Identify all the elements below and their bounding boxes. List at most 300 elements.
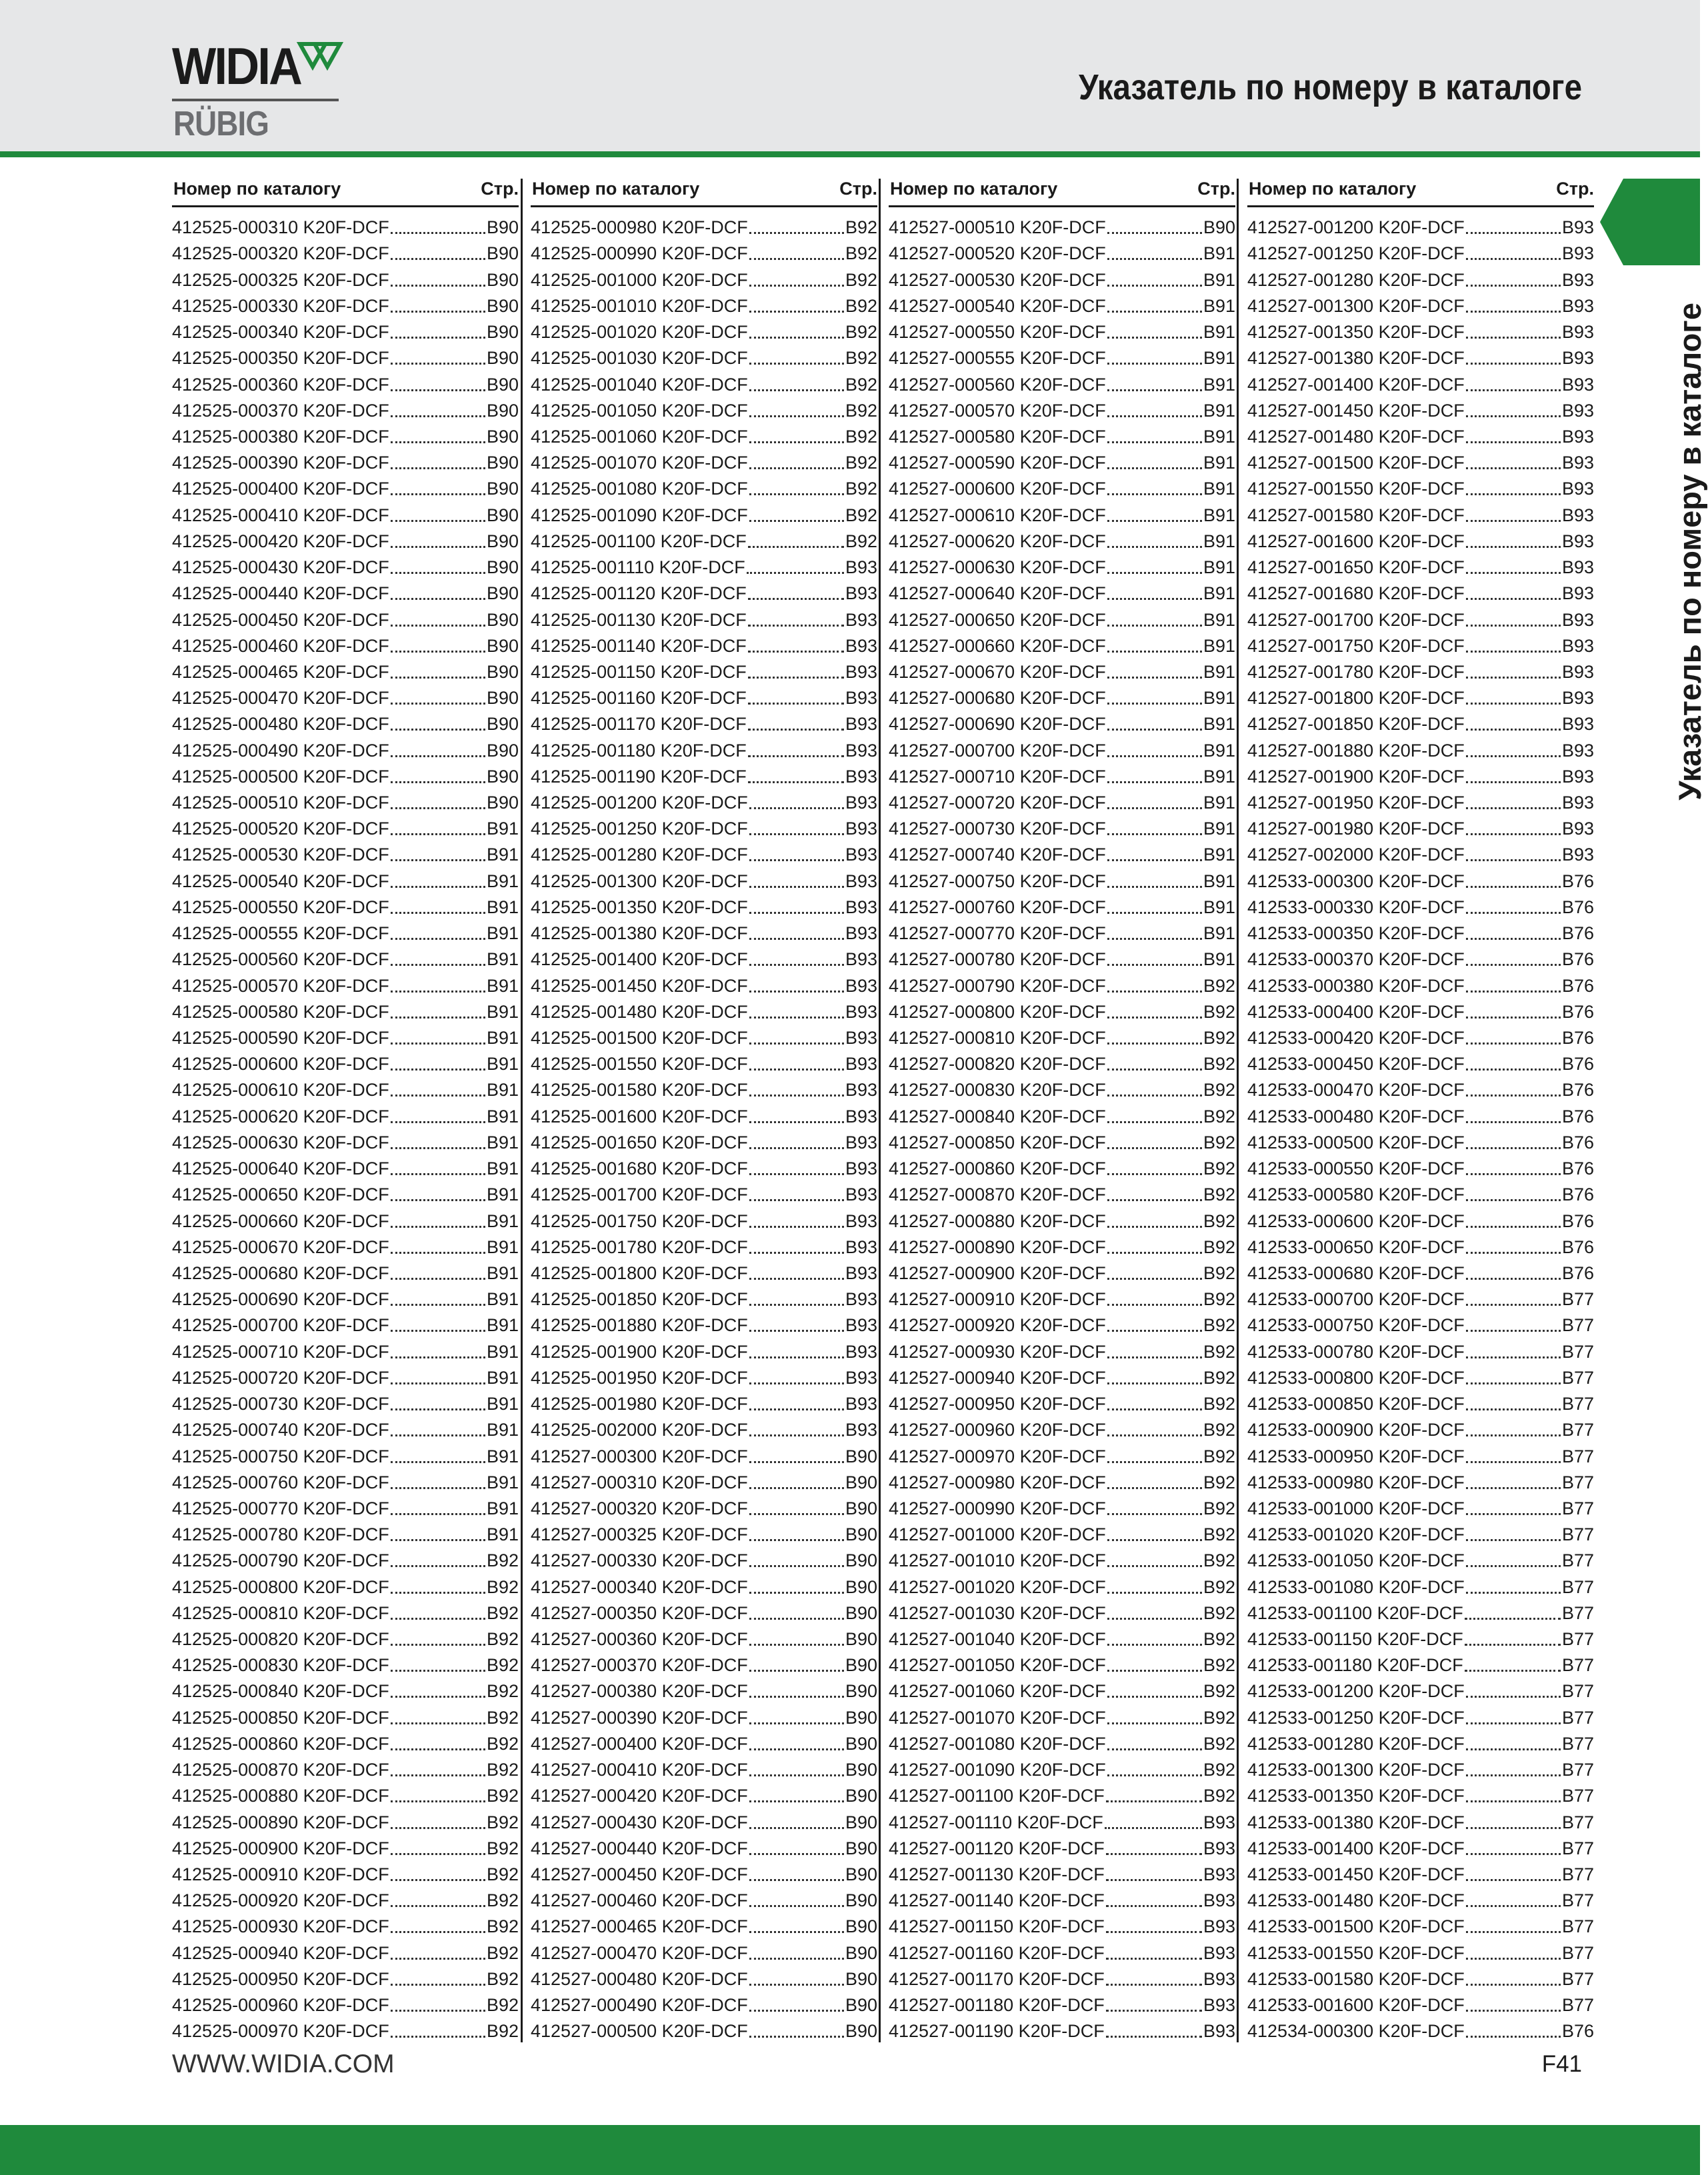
index-row [1247,449,1594,475]
catalog-number: 412534-000300 K20F-DCF [1247,2021,1465,2042]
page-reference: B92 [1203,1158,1235,1179]
page-reference: B92 [1203,1655,1235,1676]
index-row [889,736,1235,762]
catalog-number: 412533-000700 K20F-DCF [1247,1289,1465,1310]
dot-leader [1106,1879,1202,1881]
page-reference: B90 [486,505,519,525]
page-reference: B93 [845,583,877,604]
catalog-number: 412525-000590 K20F-DCF [172,1028,389,1048]
index-row [172,971,519,997]
dot-leader [1106,1800,1202,1802]
catalog-number: 412525-000370 K20F-DCF [172,400,389,421]
index-row [1247,292,1594,318]
index-row [1247,1651,1594,1677]
index-row [889,292,1235,318]
page-reference: B93 [845,1210,877,1231]
page-reference: B90 [486,479,519,499]
page-reference: B76 [1561,1132,1594,1152]
page-reference: B76 [1561,1236,1594,1257]
catalog-number: 412527-000690 K20F-DCF [889,714,1106,735]
catalog-number: 412525-000390 K20F-DCF [172,453,389,473]
index-row [1247,1416,1594,1442]
index-row [1247,1520,1594,1546]
catalog-number: 412527-001500 K20F-DCF [1247,453,1465,473]
index-row [531,1102,877,1128]
index-row [889,893,1235,919]
dot-leader [1107,1592,1202,1594]
index-row [531,1024,877,1050]
catalog-number: 412527-001480 K20F-DCF [1247,426,1465,447]
page-reference: B92 [1203,1550,1235,1571]
dot-leader [1465,1644,1561,1646]
index-row [531,1364,877,1390]
catalog-number: 412525-000550 K20F-DCF [172,897,389,917]
page-reference: B93 [1561,453,1594,473]
page-reference: B92 [486,1629,519,1650]
index-row [1247,579,1594,605]
index-row [172,815,519,841]
page-reference: B93 [845,714,877,735]
catalog-number: 412533-000900 K20F-DCF [1247,1420,1465,1440]
index-row [1247,1912,1594,1938]
index-row [172,423,519,449]
catalog-number: 412533-000420 K20F-DCF [1247,1028,1465,1048]
index-row [889,1834,1235,1860]
page-reference: B92 [1203,1080,1235,1100]
dot-leader [1107,1513,1202,1515]
catalog-number: 412527-000330 K20F-DCF [531,1550,748,1571]
catalog-number: 412527-001060 K20F-DCF [889,1681,1106,1702]
dot-leader [1466,1958,1561,1960]
index-row [889,1050,1235,1076]
dot-leader [1466,1696,1561,1698]
catalog-number: 412527-001550 K20F-DCF [1247,479,1465,499]
dot-leader [1466,755,1561,757]
index-row [172,789,519,815]
dot-leader [749,285,844,287]
page-reference: B93 [845,1367,877,1388]
page-reference: B92 [1203,1262,1235,1283]
page-reference: B91 [486,1524,519,1545]
catalog-number: 412525-000940 K20F-DCF [172,1942,389,1963]
index-row [889,763,1235,789]
index-row [172,1259,519,1285]
page-reference: B92 [1203,1132,1235,1152]
catalog-number: 412525-001280 K20F-DCF [531,845,748,865]
dot-leader [749,1984,844,1986]
dot-leader [1107,1199,1202,1201]
page-reference: B90 [486,740,519,761]
catalog-number-heading: Номер по каталогу [532,179,700,199]
dot-leader [1107,1252,1202,1254]
index-row [889,1860,1235,1886]
catalog-number: 412527-000860 K20F-DCF [889,1158,1106,1179]
dot-leader [749,807,844,809]
index-column-3 [889,175,1235,2041]
dot-leader [1107,337,1202,339]
catalog-number: 412525-000465 K20F-DCF [172,661,389,682]
dot-leader [391,1094,485,1096]
dot-leader [1466,886,1561,888]
dot-leader [1466,1879,1561,1881]
index-row [531,449,877,475]
catalog-number: 412527-000830 K20F-DCF [889,1080,1106,1100]
dot-leader [1466,964,1561,966]
dot-leader [1107,1748,1202,1750]
catalog-number: 412527-001380 K20F-DCF [1247,348,1465,369]
page-reference: B92 [845,217,877,238]
dot-leader [1107,1121,1202,1123]
catalog-number: 412525-001100 K20F-DCF [531,531,747,551]
catalog-number: 412525-000910 K20F-DCF [172,1864,389,1884]
page-reference: B92 [1203,1028,1235,1048]
dot-leader [747,572,844,574]
dot-leader [391,1487,485,1489]
catalog-number: 412533-000600 K20F-DCF [1247,1210,1465,1231]
page-reference: B93 [845,1001,877,1022]
index-row [172,1206,519,1232]
page-reference: B91 [1203,871,1235,891]
dot-leader [391,1539,485,1541]
catalog-number: 412533-000950 K20F-DCF [1247,1446,1465,1466]
page-reference: B93 [845,635,877,656]
page-reference: B93 [845,1028,877,1048]
page-reference: B91 [1203,479,1235,499]
index-row [1247,736,1594,762]
catalog-number: 412533-000470 K20F-DCF [1247,1080,1465,1100]
catalog-number: 412525-001650 K20F-DCF [531,1132,748,1152]
column-header [172,175,519,207]
page-reference: B77 [1561,1498,1594,1518]
dot-leader [391,755,485,757]
catalog-number: 412525-000870 K20F-DCF [172,1760,389,1780]
catalog-number: 412527-000550 K20F-DCF [889,322,1106,343]
page-heading: Стр. [839,179,877,199]
page-reference: B92 [1203,1524,1235,1545]
index-row [1247,971,1594,997]
page-reference: B93 [845,1132,877,1152]
index-row [172,501,519,527]
index-row [531,998,877,1024]
page-reference: B91 [486,923,519,944]
index-row [1247,1599,1594,1625]
dot-leader [749,1513,844,1515]
dot-leader [391,441,485,443]
index-row [531,1886,877,1912]
page-reference: B93 [845,740,877,761]
index-row [531,763,877,789]
page-reference: B92 [1203,1367,1235,1388]
page-reference: B77 [1561,1341,1594,1362]
index-row [172,1128,519,1154]
page-reference: B93 [845,1158,877,1179]
index-row [1247,213,1594,239]
catalog-number: 412527-000820 K20F-DCF [889,1054,1106,1075]
catalog-number: 412525-000800 K20F-DCF [172,1576,389,1597]
dot-leader [391,1278,485,1280]
page-reference: B93 [845,1080,877,1100]
catalog-number: 412527-001080 K20F-DCF [889,1733,1106,1754]
page-reference: B90 [486,400,519,421]
dot-leader [1107,258,1202,260]
catalog-number: 412527-001680 K20F-DCF [1247,583,1465,604]
page-reference: B92 [1203,1707,1235,1728]
page-reference: B77 [1561,1576,1594,1597]
index-row [1247,867,1594,893]
catalog-number: 412527-000560 K20F-DCF [889,374,1106,395]
catalog-number: 412533-001550 K20F-DCF [1247,1942,1465,1963]
page-reference: B91 [1203,897,1235,917]
catalog-number: 412525-000480 K20F-DCF [172,714,389,735]
index-row [172,527,519,553]
index-row [531,397,877,423]
page-reference: B90 [486,295,519,316]
catalog-number: 412533-000300 K20F-DCF [1247,871,1465,891]
dot-leader [391,1121,485,1123]
index-row [172,1442,519,1468]
page-reference: B90 [845,1681,877,1702]
index-rows [1247,213,1594,2043]
catalog-number: 412527-001150 K20F-DCF [889,1916,1105,1937]
index-row [172,1625,519,1651]
catalog-number: 412533-001600 K20F-DCF [1247,1995,1465,2016]
catalog-number: 412525-001550 K20F-DCF [531,1054,748,1075]
page-reference: B92 [845,531,877,551]
dot-leader [1466,232,1561,234]
dot-leader [1466,1094,1561,1096]
page-reference: B92 [1203,1289,1235,1310]
catalog-number: 412525-000680 K20F-DCF [172,1262,389,1283]
catalog-number: 412533-001020 K20F-DCF [1247,1524,1465,1545]
catalog-number: 412533-000380 K20F-DCF [1247,975,1465,996]
page-reference: B90 [486,661,519,682]
catalog-number: 412525-000820 K20F-DCF [172,1629,389,1650]
page-reference: B76 [1561,1158,1594,1179]
index-row [889,867,1235,893]
dot-leader [391,232,485,234]
dot-leader [391,1800,485,1802]
column-divider [521,179,523,2042]
index-row [889,2017,1235,2043]
page-reference: B93 [845,766,877,787]
index-row [172,919,519,945]
page-reference: B92 [845,269,877,290]
catalog-number: 412527-000880 K20F-DCF [889,1210,1106,1231]
index-row [889,1991,1235,2017]
index-row [1247,1625,1594,1651]
index-row [172,553,519,579]
dot-leader [1466,938,1561,940]
index-row [172,658,519,684]
page-reference: B90 [486,531,519,551]
dot-leader [391,285,485,287]
dot-leader [1107,1461,1202,1463]
page-reference: B93 [1561,557,1594,578]
dot-leader [749,363,844,365]
page-reference: B93 [845,819,877,839]
dot-leader [1107,1043,1202,1045]
index-row [889,265,1235,291]
catalog-number: 412527-000360 K20F-DCF [531,1629,748,1650]
page-reference: B91 [1203,531,1235,551]
page-reference: B93 [1561,322,1594,343]
logo-triangle-icon [299,40,341,73]
side-tab-marker [1600,179,1700,265]
index-row [1247,1206,1594,1232]
catalog-number: 412527-001170 K20F-DCF [889,1968,1105,1989]
page-reference: B93 [845,1289,877,1310]
dot-leader [1107,389,1202,391]
index-row [889,1599,1235,1625]
page-reference: B92 [486,1968,519,1989]
page-reference: B90 [845,1995,877,2016]
dot-leader [1466,467,1561,469]
catalog-number: 412533-001380 K20F-DCF [1247,1812,1465,1832]
index-row [172,710,519,736]
dot-leader [1106,2010,1202,2012]
catalog-number: 412527-000430 K20F-DCF [531,1812,748,1832]
dot-leader [1107,467,1202,469]
dot-leader [1466,1931,1561,1933]
website-link[interactable]: WWW.WIDIA.COM [172,2050,395,2078]
index-row [531,579,877,605]
dot-leader [749,886,844,888]
index-row [172,1180,519,1206]
page-reference: B77 [1561,1968,1594,1989]
catalog-number: 412525-000690 K20F-DCF [172,1289,389,1310]
dot-leader [1107,677,1202,679]
page-reference: B92 [1203,1576,1235,1597]
dot-leader [1107,1017,1202,1019]
page-reference: B92 [1203,1236,1235,1257]
column-header [1247,175,1594,207]
catalog-number: 412527-001700 K20F-DCF [1247,609,1465,630]
catalog-number: 412525-000890 K20F-DCF [172,1812,389,1832]
dot-leader [749,1278,844,1280]
dot-leader [1466,1356,1561,1358]
index-row [1247,1128,1594,1154]
catalog-number: 412525-000580 K20F-DCF [172,1001,389,1022]
index-row [172,1311,519,1337]
dot-leader [1466,1461,1561,1463]
index-row [531,1076,877,1102]
index-row [1247,1154,1594,1180]
dot-leader [391,493,485,495]
dot-leader [1107,1069,1202,1071]
dot-leader [391,781,485,783]
page-reference: B90 [486,714,519,735]
dot-leader [1466,1121,1561,1123]
page-reference: B93 [845,1262,877,1283]
dot-leader [749,1722,844,1724]
dot-leader [1466,1853,1561,1855]
dot-leader [749,1408,844,1410]
page-reference: B77 [1561,1864,1594,1884]
page-reference: B91 [486,1262,519,1283]
dot-leader [391,1226,485,1228]
catalog-number: 412527-000870 K20F-DCF [889,1184,1106,1205]
index-row [1247,684,1594,710]
catalog-number: 412527-001030 K20F-DCF [889,1602,1106,1623]
dot-leader [391,1356,485,1358]
index-row [172,1860,519,1886]
page-reference: B93 [1561,426,1594,447]
dot-leader [391,651,485,653]
page-reference: B91 [1203,819,1235,839]
page-reference: B91 [486,845,519,865]
column-divider [879,179,881,2042]
index-row [172,1782,519,1808]
page-reference: B92 [486,1916,519,1937]
dot-leader [749,1017,844,1019]
index-row [889,397,1235,423]
dot-leader [749,1434,844,1436]
index-row [531,213,877,239]
catalog-number: 412527-000930 K20F-DCF [889,1341,1106,1362]
dot-leader [1107,1670,1202,1672]
index-row [531,527,877,553]
dot-leader [1466,337,1561,339]
catalog-number: 412527-001650 K20F-DCF [1247,557,1465,578]
dot-leader [1107,1774,1202,1776]
dot-leader [1107,520,1202,522]
catalog-number-heading: Номер по каталогу [1249,179,1417,199]
page-reference: B93 [1203,2021,1235,2042]
page-reference: B77 [1561,1707,1594,1728]
page-reference: B93 [1561,479,1594,499]
index-row [1247,658,1594,684]
index-row [172,1102,519,1128]
catalog-number: 412527-000950 K20F-DCF [889,1394,1106,1414]
page-reference: B91 [1203,400,1235,421]
catalog-number: 412525-000460 K20F-DCF [172,635,389,656]
index-row [531,553,877,579]
index-row [889,1416,1235,1442]
dot-leader [391,415,485,417]
catalog-number: 412525-000570 K20F-DCF [172,975,389,996]
catalog-number: 412527-000540 K20F-DCF [889,295,1106,316]
index-row [531,2017,877,2043]
page-reference: B93 [1203,1995,1235,2016]
dot-leader [1466,520,1561,522]
page-reference: B90 [486,322,519,343]
catalog-number: 412527-001450 K20F-DCF [1247,400,1465,421]
index-row [1247,1703,1594,1729]
index-row [531,1520,877,1546]
page-reference: B93 [1561,243,1594,264]
index-row [1247,945,1594,971]
dot-leader [1107,886,1202,888]
index-row [1247,815,1594,841]
page-reference: B90 [845,1629,877,1650]
index-row [531,1625,877,1651]
catalog-number: 412525-000990 K20F-DCF [531,243,748,264]
page-reference: B76 [1561,1001,1594,1022]
dot-leader [1107,1644,1202,1646]
page-reference: B77 [1561,1524,1594,1545]
dot-leader [1466,651,1561,653]
index-row [1247,1468,1594,1494]
page-reference: B92 [845,295,877,316]
index-row [889,1756,1235,1782]
catalog-number: 412525-001090 K20F-DCF [531,505,748,525]
page-reference: B93 [845,845,877,865]
catalog-number: 412527-000325 K20F-DCF [531,1524,748,1545]
page-reference: B92 [1203,1001,1235,1022]
dot-leader [749,1226,844,1228]
dot-leader [391,1461,485,1463]
dot-leader [1107,1173,1202,1175]
